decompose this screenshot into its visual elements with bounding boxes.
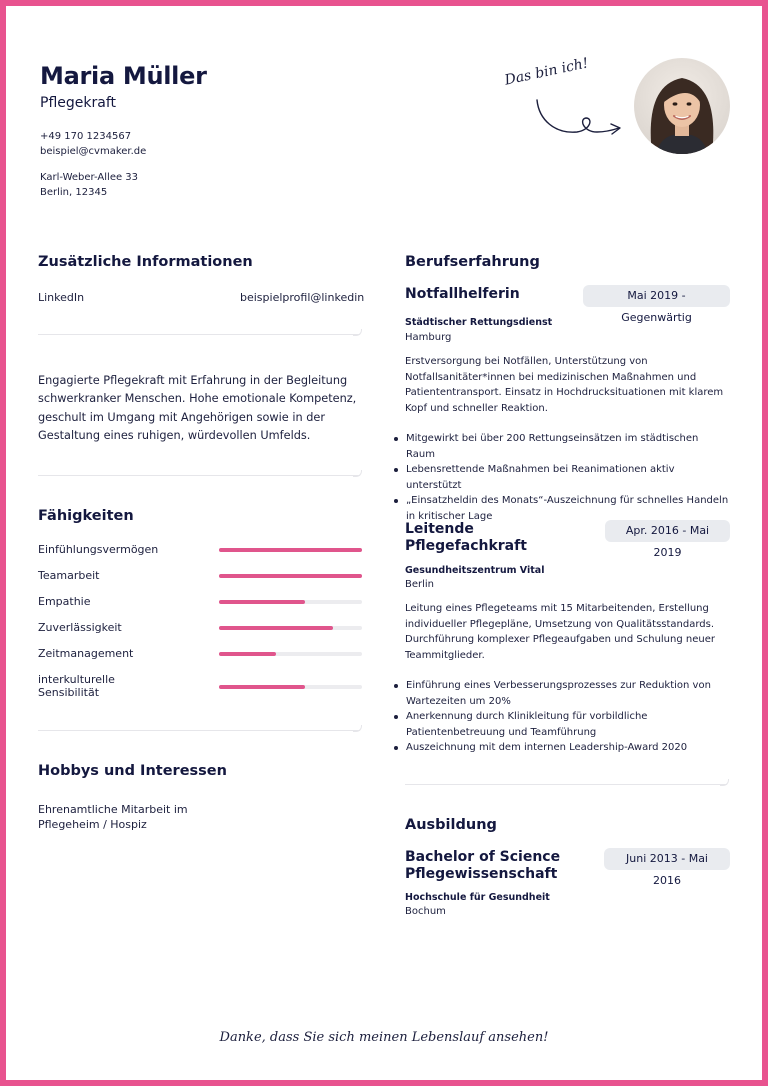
section-title-experience: Berufserfahrung [405,254,540,270]
street-text: Karl-Weber-Allee 33 [40,172,139,183]
job-description: Erstversorgung bei Notfällen, Unterstützung von Notfallsanitäter*innen bei medizinischen Maßnahmen und Patiententransport. Einsatz in Hochdrucksituationen mit klarem Kopf und schneller Reaktion. [405,356,724,414]
skill-bar [219,652,362,656]
section-title-additional: Zusätzliche Informationen [38,254,253,270]
skill-bar [219,548,362,552]
list-item: Mitgewirkt bei über 200 Rettungseinsätzen im städtischen Raum [405,431,730,462]
skill-label: Einfühlungsvermögen [38,543,159,556]
skill-bar-fill [219,574,362,578]
job-city: Berlin [405,579,435,590]
contact-block [40,129,146,159]
skill-item [38,595,370,621]
skill-label: Teamarbeit [38,569,100,582]
skill-bar [219,626,362,630]
hobbies-text: Ehrenamtliche Mitarbeit im Pflegeheim / Hospiz [38,803,188,831]
skill-bar-fill [219,685,305,689]
section-title-hobbies: Hobbys und Interessen [38,763,227,779]
section-title-education: Ausbildung [405,817,497,833]
linkedin-label: LinkedIn [38,291,85,304]
skill-label: interkulturelle Sensibilität [38,673,115,699]
skill-label: Empathie [38,595,91,608]
city-text: Berlin, 12345 [40,187,108,198]
skill-bar [219,685,362,689]
skill-bar-fill [219,652,276,656]
job-organization: Städtischer Rettungsdienst [405,317,553,328]
profile-summary: Engagierte Pflegekraft mit Erfahrung in der Begleitung schwerkranker Menschen. Hohe emotionale Kompetenz, geschult im Umgang mit Angehörigen sowie in der Gestaltung eines ruhigen, würdevollen Umfelds. [38,374,357,442]
divider [38,475,360,476]
cv-name: Maria Müller [40,62,207,90]
list-item: Lebensrettende Maßnahmen bei Reanimationen aktiv unterstützt [405,462,730,493]
job-achievements [405,678,730,756]
photo-caption: Das bin ich! [503,55,590,89]
list-item: Einführung eines Verbesserungsprozesses zur Reduktion von Wartezeiten um 20% [405,678,730,709]
divider [38,730,360,731]
list-item: Auszeichnung mit dem internen Leadership-Award 2020 [405,740,730,756]
date-badge: Mai 2019 - Gegenwärtig [583,285,730,307]
skill-item [38,543,370,569]
education-city: Bochum [405,906,446,917]
linkedin-value[interactable]: beispielprofil@linkedin [240,291,365,304]
skill-bar [219,574,362,578]
section-title-skills: Fähigkeiten [38,508,134,524]
skill-item [38,673,370,703]
footer-note: Danke, dass Sie sich meinen Lebenslauf ansehen! [219,1030,549,1045]
skill-item [38,621,370,647]
job-description: Leitung eines Pflegeteams mit 15 Mitarbeitenden, Erstellung individueller Pflegepläne, Umsetzung von Qualitätsstandards. Durchführung komplexer Pflegeaufgaben und Schulung neuer Teammitglieder. [405,603,715,661]
divider [38,334,360,335]
job-title: Notfallhelferin [405,286,520,302]
cv-role: Pflegekraft [40,95,116,111]
skill-item [38,569,370,595]
date-badge: Juni 2013 - Mai 2016 [604,848,730,870]
list-item: „Einsatzheldin des Monats“-Auszeichnung für schnelles Handeln in kritischer Lage [405,493,730,524]
profile-photo [634,58,730,154]
education-institution: Hochschule für Gesundheit [405,892,550,903]
date-badge: Apr. 2016 - Mai 2019 [605,520,730,542]
job-organization: Gesundheitszentrum Vital [405,565,545,576]
job-achievements [405,431,730,524]
job-title: Leitende Pflegefachkraft [405,521,527,554]
job-city: Hamburg [405,332,452,343]
skill-label: Zeitmanagement [38,647,134,660]
skill-item [38,647,370,673]
list-item: Anerkennung durch Klinikleitung für vorbildliche Patientenbetreuung und Teamführung [405,709,730,740]
degree-title: Bachelor of Science Pflegewissenschaft [405,849,561,882]
email-text: beispiel@cvmaker.de [40,146,147,157]
phone-text: +49 170 1234567 [40,131,132,142]
skill-bar-fill [219,626,333,630]
skill-bar-fill [219,600,305,604]
divider [405,784,727,785]
skill-bar [219,600,362,604]
skill-label: Zuverlässigkeit [38,621,122,634]
skill-bar-fill [219,548,362,552]
address-block [40,170,138,200]
curved-arrow-icon [531,94,626,142]
